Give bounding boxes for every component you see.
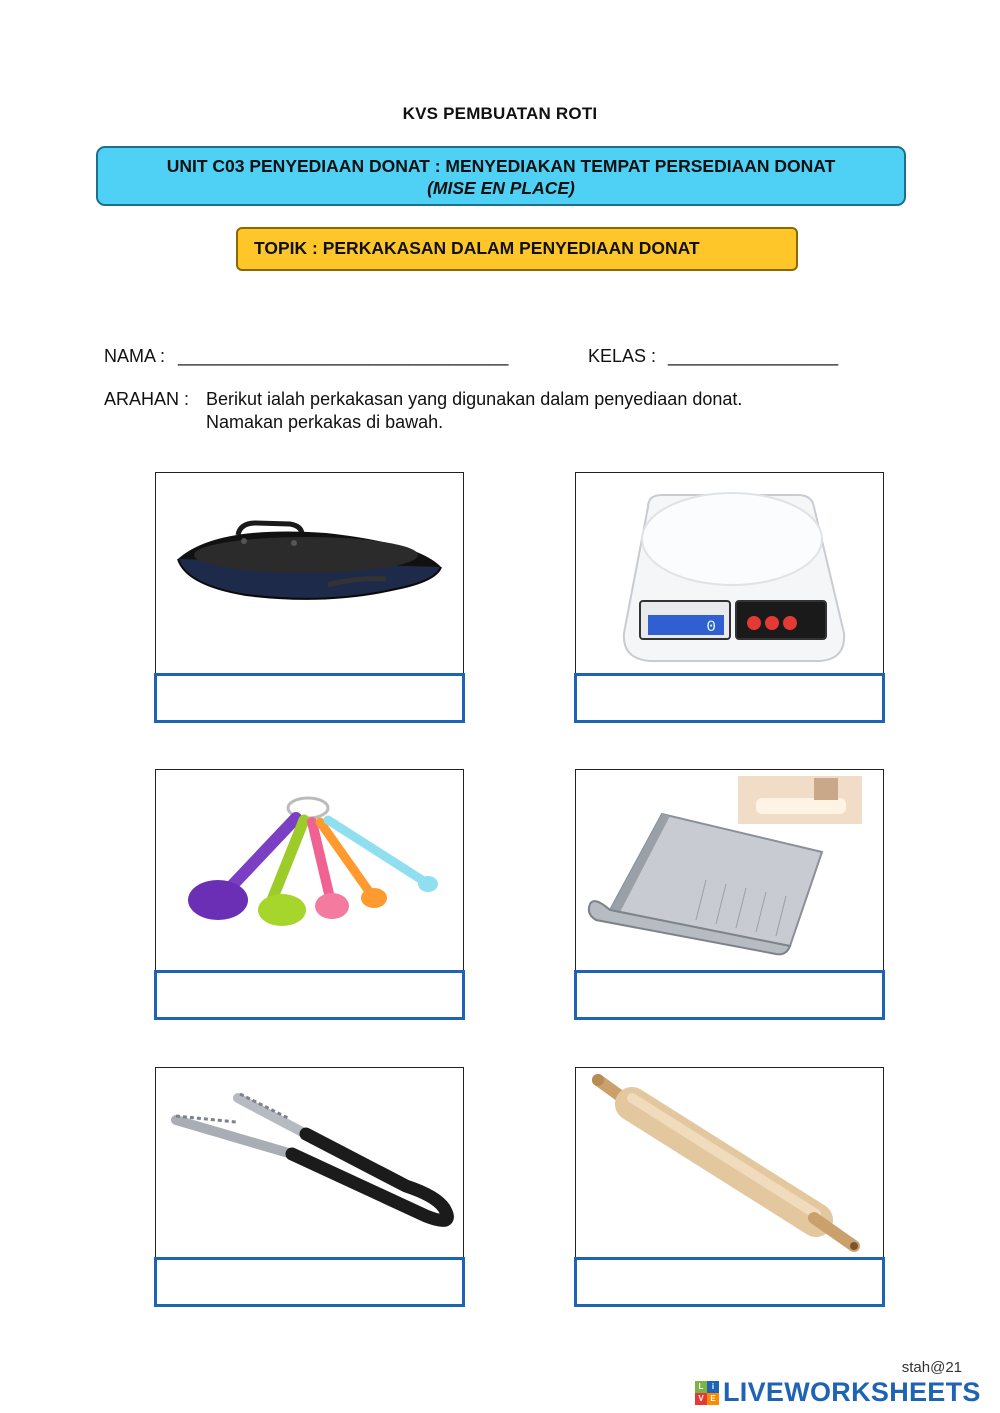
- dough-scraper-icon: [576, 770, 883, 970]
- answer-box-5[interactable]: [154, 1257, 465, 1307]
- scale-readout: 0: [706, 618, 716, 636]
- document-title: KVS PEMBUATAN ROTI: [402, 104, 598, 123]
- author-credit: stah@21: [901, 1359, 962, 1376]
- liveworksheets-logo-icon: L i V E: [695, 1381, 719, 1405]
- nama-label: NAMA :: [104, 346, 166, 366]
- answer-box-4[interactable]: [574, 970, 885, 1020]
- topic-banner: TOPIK : PERKAKASAN DALAM PENYEDIAAN DONAT: [236, 227, 798, 271]
- kelas-field[interactable]: _________________: [668, 346, 839, 366]
- answer-box-3[interactable]: [154, 970, 465, 1020]
- digital-scale-icon: [576, 473, 883, 673]
- answer-box-2[interactable]: [574, 673, 885, 723]
- brand-name: LIVEWORKSHEETS: [723, 1377, 981, 1407]
- unit-subtitle: (MISE EN PLACE): [427, 178, 575, 198]
- item-image-1: [155, 472, 464, 674]
- nama-field[interactable]: _________________________________: [178, 346, 509, 366]
- rolling-pin-icon: [576, 1068, 883, 1268]
- answer-box-1[interactable]: [154, 673, 465, 723]
- arahan-line-2: Namakan perkakas di bawah.: [206, 412, 444, 432]
- item-image-6: [575, 1067, 884, 1269]
- answer-box-6[interactable]: [574, 1257, 885, 1307]
- tongs-icon: [156, 1068, 463, 1268]
- item-image-3: [155, 769, 464, 971]
- item-image-4: [575, 769, 884, 971]
- unit-title: UNIT C03 PENYEDIAAN DONAT : MENYEDIAKAN TEMPAT PERSEDIAAN DONAT: [166, 156, 836, 176]
- kelas-label: KELAS :: [588, 346, 657, 366]
- measuring-spoons-icon: [156, 770, 463, 970]
- unit-banner: [96, 146, 906, 206]
- item-image-5: [155, 1067, 464, 1269]
- arahan-line-1: Berikut ialah perkakasan yang digunakan dalam penyediaan donat.: [206, 389, 743, 409]
- item-image-2: [575, 472, 884, 674]
- wok-icon: [156, 473, 463, 673]
- arahan-label: ARAHAN :: [104, 389, 190, 409]
- liveworksheets-brand: [695, 1377, 981, 1408]
